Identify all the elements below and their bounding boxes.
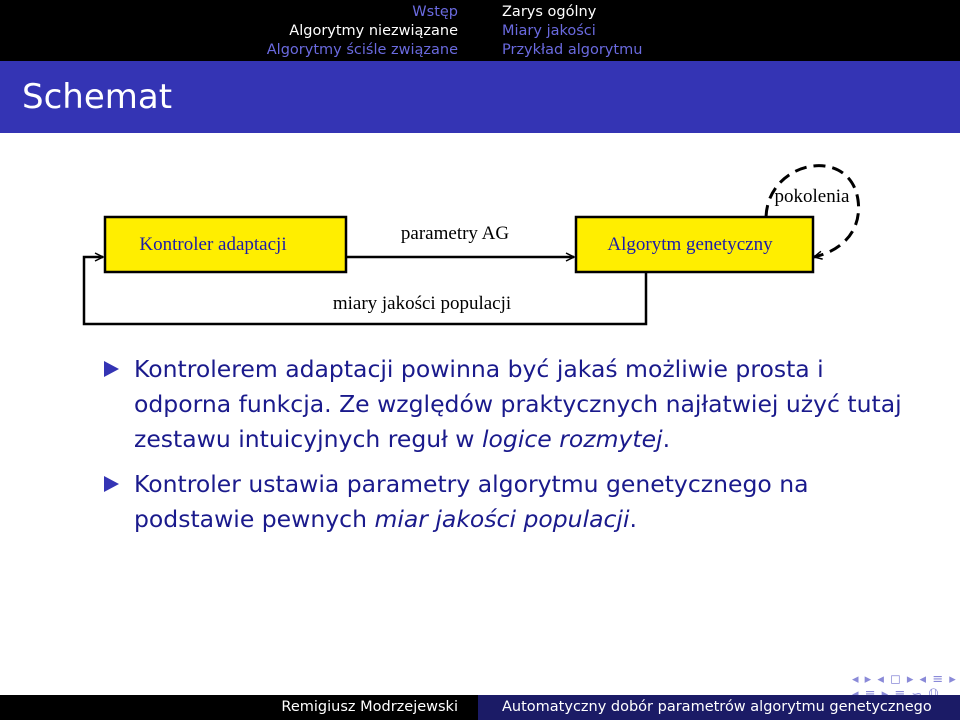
bullet-list <box>104 352 924 547</box>
bullet-item <box>104 352 924 457</box>
nav-item-przyklad-algorytmu[interactable]: Przykład algorytmu <box>502 42 643 58</box>
bullet1-text: Kontrolerem adaptacji powinna być jakaś możliwie prosta i odporna funkcja. Ze względów praktycznych najłatwiej użyć tutaj zestawu intuicyjnych reguł w <box>134 355 902 453</box>
beamer-navigation-icons[interactable]: ◂ ▸ ◂ ◻ ▸ ◂ ≡ ▸ <box>852 672 957 687</box>
bullet1-suffix: . <box>662 425 671 453</box>
parameters-label: parametry AG <box>400 223 510 244</box>
nav-item-algorytmy-niezwiazane[interactable]: Algorytmy niezwiązane <box>289 23 458 39</box>
footer-title: Automatyczny dobór parametrów algorytmu genetycznego <box>478 695 960 720</box>
nav-sections-left <box>0 0 478 61</box>
nav-item-miary-jakosci[interactable]: Miary jakości <box>502 23 596 39</box>
generations-label: pokolenia <box>774 186 850 207</box>
footer-author: Remigiusz Modrzejewski <box>0 695 478 720</box>
footer-bar <box>0 695 960 720</box>
genetic-algorithm-box-label: Algorytm genetyczny <box>607 234 773 255</box>
frame-title-bar <box>0 61 960 133</box>
bullet2-emphasis: miar jakości populacji <box>374 505 630 533</box>
nav-subsections-right <box>502 0 942 61</box>
bullet2-text: Kontroler ustawia parametry algorytmu genetycznego na podstawie pewnych <box>134 470 809 533</box>
bullet-item <box>104 467 924 537</box>
triangle-bullet-icon <box>104 361 119 377</box>
nav-item-wstep[interactable]: Wstęp <box>412 4 458 20</box>
frame-title: Schemat <box>22 77 173 117</box>
nav-item-algorytmy-scisle-zwiazane[interactable]: Algorytmy ściśle związane <box>266 42 458 58</box>
controller-box-label: Kontroler adaptacji <box>139 234 287 255</box>
adaptation-diagram <box>0 140 960 340</box>
bullet2-suffix: . <box>629 505 637 533</box>
nav-item-zarys-ogolny[interactable]: Zarys ogólny <box>502 4 597 20</box>
header-navigation-bar <box>0 0 960 61</box>
bullet1-emphasis: logice rozmytej <box>482 425 663 453</box>
triangle-bullet-icon <box>104 476 119 492</box>
quality-measures-label: miary jakości populacji <box>332 293 512 314</box>
